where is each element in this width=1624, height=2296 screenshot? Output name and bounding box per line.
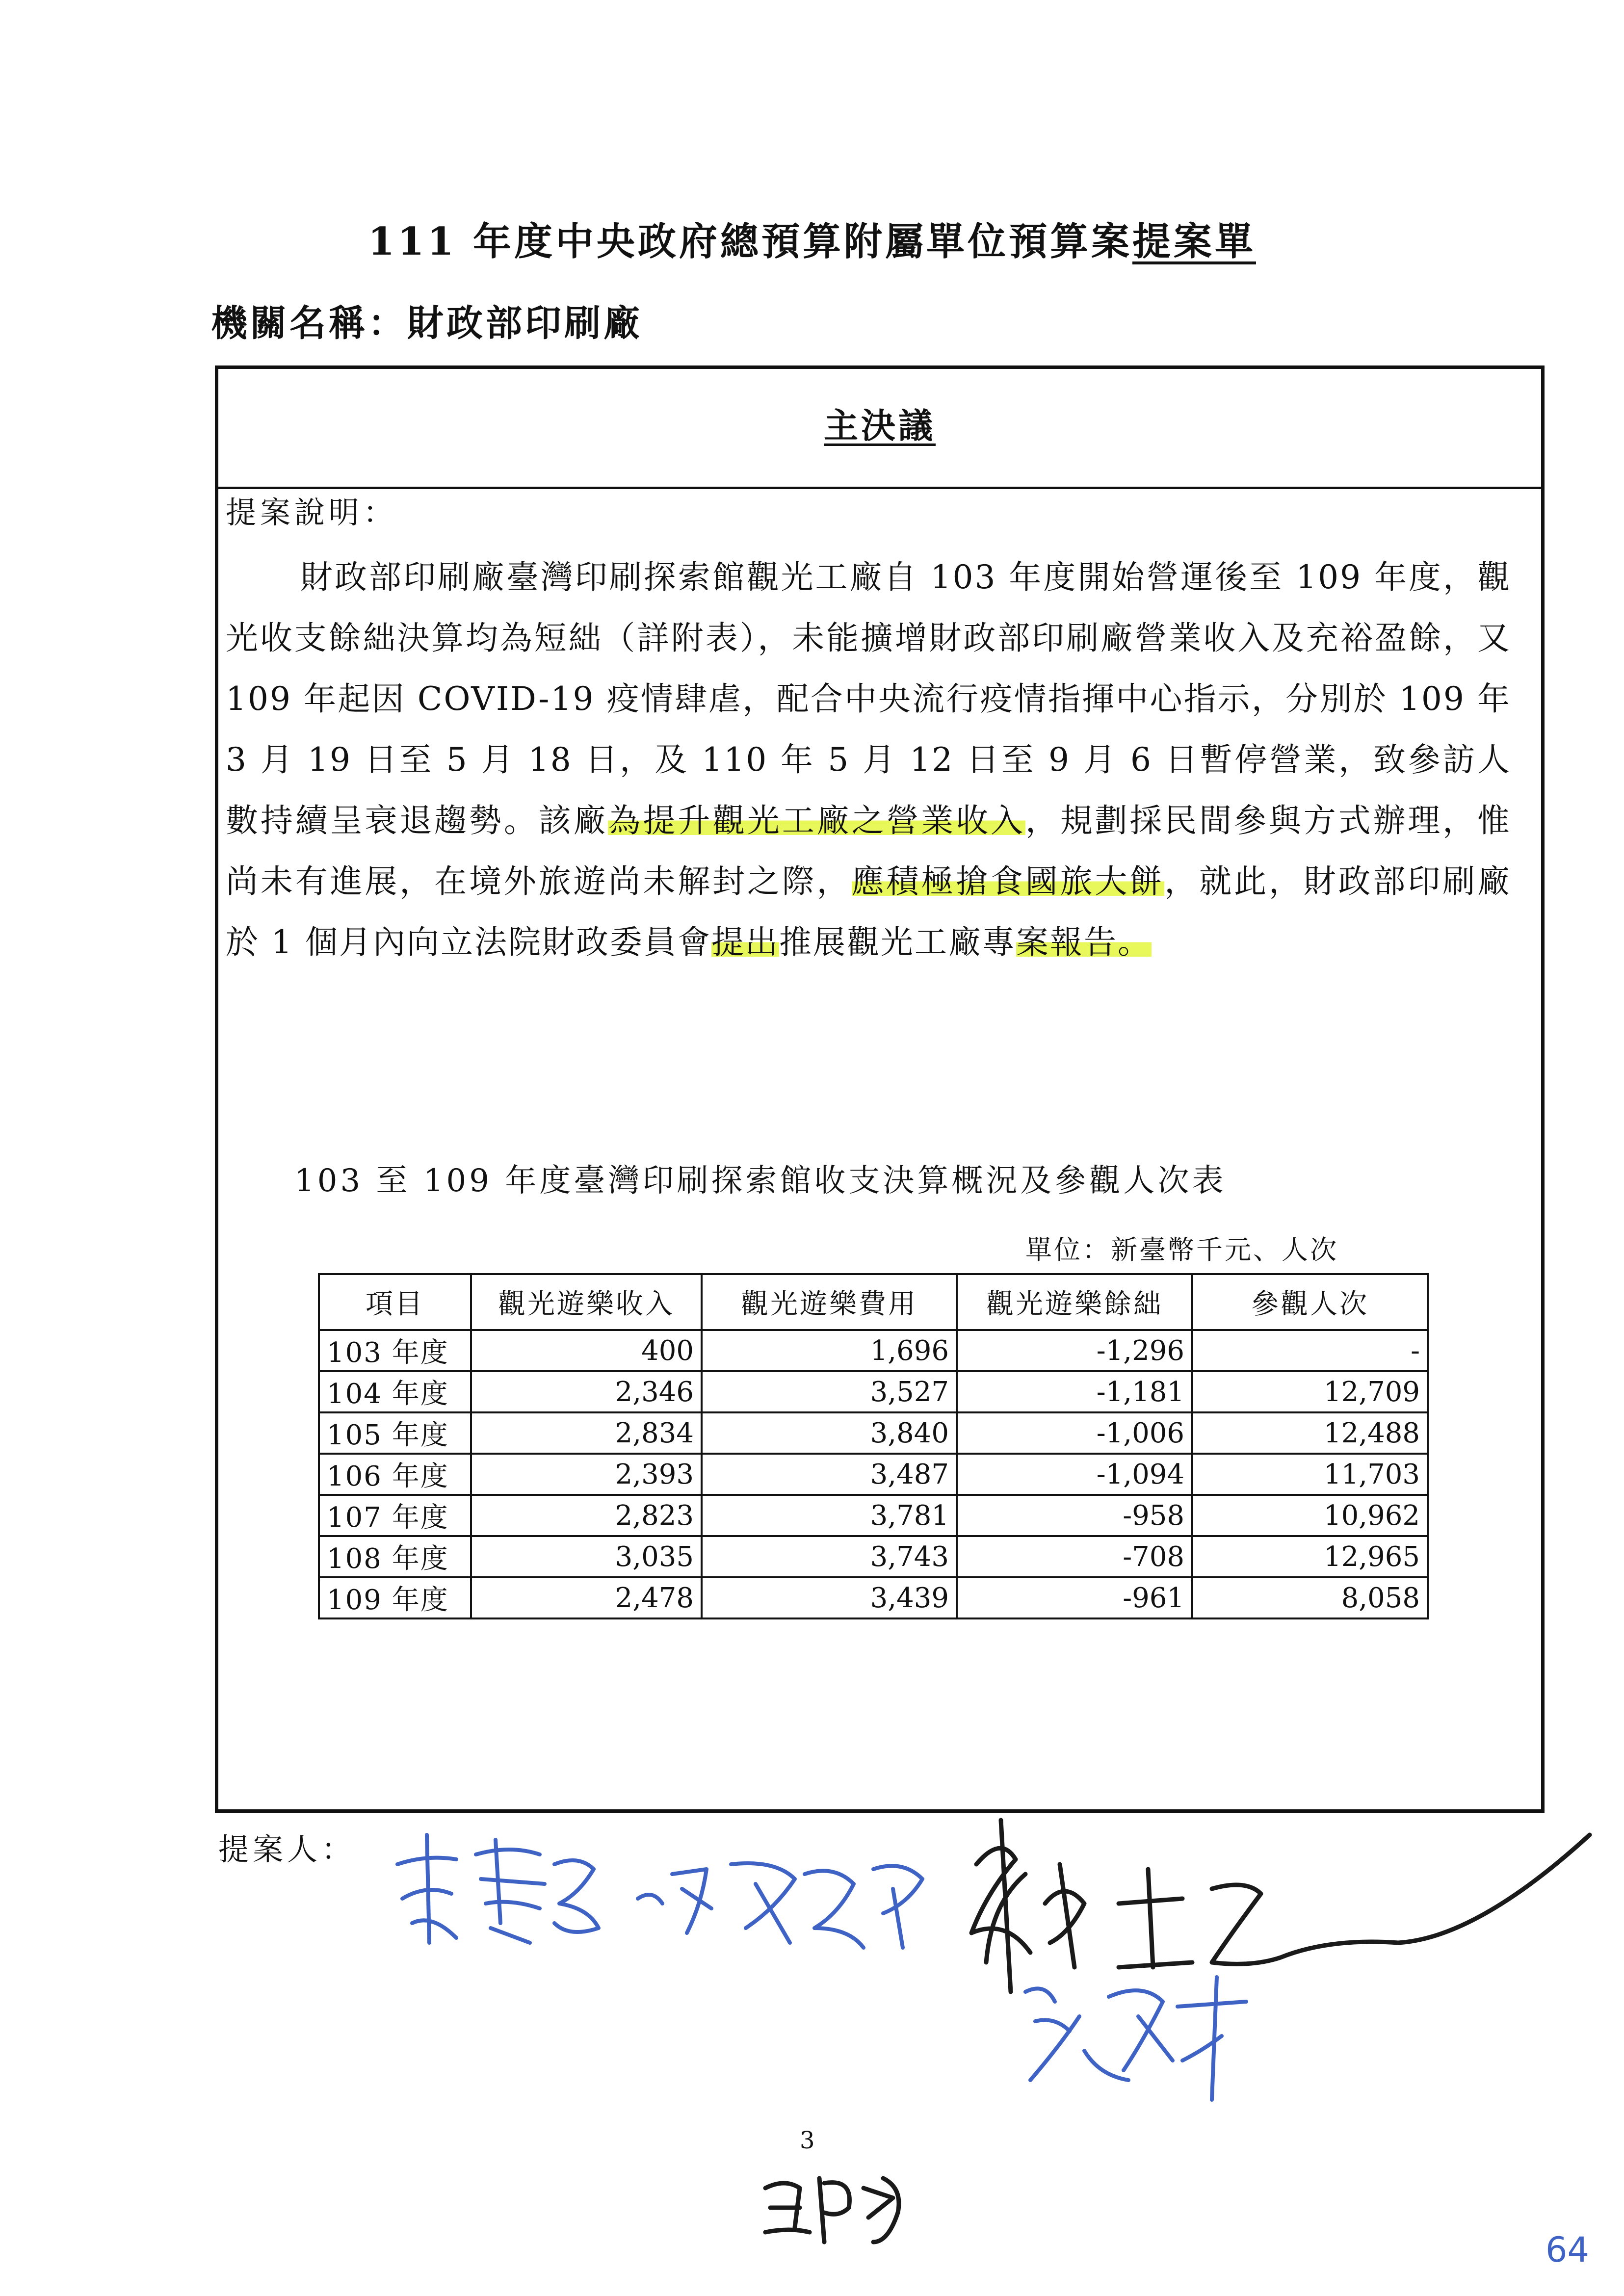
table-cell: 2,823 — [471, 1495, 702, 1536]
table-title: 103 至 109 年度臺灣印刷探索館收支決算概況及參觀人次表 — [294, 1163, 1227, 1199]
highlighted-text: 提出 — [711, 923, 779, 961]
table-cell: 1,696 — [702, 1330, 957, 1371]
body-segment: ，就此，財政部印刷廠於 1 個月內向立法院財政委員會 — [226, 862, 1512, 961]
table-cell: 3,527 — [702, 1371, 957, 1412]
highlighted-text: 應積極搶食國旅大餅 — [851, 862, 1165, 900]
proposal-description-label: 提案說明： — [226, 495, 398, 530]
table-cell: 11,703 — [1192, 1454, 1428, 1495]
table-cell: 2,478 — [471, 1577, 702, 1618]
main-resolution-heading: 主決議 — [824, 405, 936, 446]
table-cell: -958 — [957, 1495, 1192, 1536]
budget-table — [318, 1273, 1429, 1619]
column-header: 觀光遊樂餘絀 — [957, 1274, 1192, 1330]
document-title — [0, 211, 1624, 266]
body-segment: 財政部印刷廠臺灣印刷探索館觀光工廠自 103 年度開始營運後至 109 年度，觀光收支餘絀決算均為短絀（詳附表），未能擴增財政部印刷廠營業收入及充裕盈餘，又 109 年起因 COVID-19 疫情肆虐，配合中央流行疫情指揮中心指示，分別於 109 年 3 月 19 日至 5 月 18 日，及 110 年 5 月 12 日至 9 月 6 日暫停營業，致參訪人數持續呈衰退趨勢。該廠 — [226, 558, 1511, 839]
table-cell: 2,346 — [471, 1371, 702, 1412]
table-row — [319, 1536, 1428, 1577]
page-number: 3 — [800, 2127, 815, 2154]
signature-1 — [383, 1825, 608, 1957]
table-cell: 3,439 — [702, 1577, 957, 1618]
body-segment: 推展觀光工廠專 — [779, 923, 1016, 961]
table-cell: 107 年度 — [319, 1495, 471, 1536]
proposal-body — [226, 547, 1511, 973]
table-cell: 400 — [471, 1330, 702, 1371]
table-unit: 單位：新臺幣千元、人次 — [1025, 1234, 1338, 1265]
table-row — [319, 1577, 1428, 1618]
proposer-label: 提案人： — [218, 1831, 356, 1867]
table-cell: -1,181 — [957, 1371, 1192, 1412]
column-header: 觀光遊樂收入 — [471, 1274, 702, 1330]
table-row — [319, 1371, 1428, 1412]
title-main: 111 年度中央政府總預算附屬單位預算案 — [368, 219, 1132, 264]
table-cell: - — [1192, 1330, 1428, 1371]
table-cell: 12,965 — [1192, 1536, 1428, 1577]
table-cell: 3,035 — [471, 1536, 702, 1577]
table-cell: 12,709 — [1192, 1371, 1428, 1412]
table-cell: 12,488 — [1192, 1412, 1428, 1454]
body-segment: ，規劃採民間參與方式辦理，惟尚未有進展，在境外旅遊尚未解封之際， — [226, 802, 1512, 900]
table-cell: 106 年度 — [319, 1454, 471, 1495]
table-cell: 3,743 — [702, 1536, 957, 1577]
highlighted-text: 為提升觀光工廠之營業收入 — [608, 802, 1025, 839]
table-cell: -961 — [957, 1577, 1192, 1618]
frame-header — [218, 369, 1541, 489]
table-cell: 105 年度 — [319, 1412, 471, 1454]
column-header: 項目 — [319, 1274, 471, 1330]
table-cell: -1,296 — [957, 1330, 1192, 1371]
table-cell: 3,487 — [702, 1454, 957, 1495]
table-cell: -708 — [957, 1536, 1192, 1577]
highlighted-text: 案報告。 — [1016, 923, 1152, 961]
column-header: 觀光遊樂費用 — [702, 1274, 957, 1330]
table-cell: 103 年度 — [319, 1330, 471, 1371]
table-cell: -1,094 — [957, 1454, 1192, 1495]
table-cell: 10,962 — [1192, 1495, 1428, 1536]
signature-4 — [1016, 1962, 1261, 2105]
table-row — [319, 1495, 1428, 1536]
title-underlined: 提案單 — [1132, 219, 1256, 264]
column-header: 參觀人次 — [1192, 1274, 1428, 1330]
table-cell: 109 年度 — [319, 1577, 471, 1618]
table-cell: 3,781 — [702, 1495, 957, 1536]
table-cell: 2,834 — [471, 1412, 702, 1454]
signature-2 — [628, 1845, 932, 1957]
table-header-row — [319, 1274, 1428, 1330]
table-row — [319, 1330, 1428, 1371]
agency-name: 機關名稱：財政部印刷廠 — [211, 302, 643, 344]
table-cell: 8,058 — [1192, 1577, 1428, 1618]
table-cell: 3,840 — [702, 1412, 957, 1454]
table-row — [319, 1454, 1428, 1495]
table-cell: 2,393 — [471, 1454, 702, 1495]
table-cell: 108 年度 — [319, 1536, 471, 1577]
table-cell: 104 年度 — [319, 1371, 471, 1412]
table-row — [319, 1412, 1428, 1454]
table-cell: -1,006 — [957, 1412, 1192, 1454]
signature-5 — [756, 2159, 917, 2247]
handwritten-page-number: 64 — [1545, 2230, 1590, 2270]
